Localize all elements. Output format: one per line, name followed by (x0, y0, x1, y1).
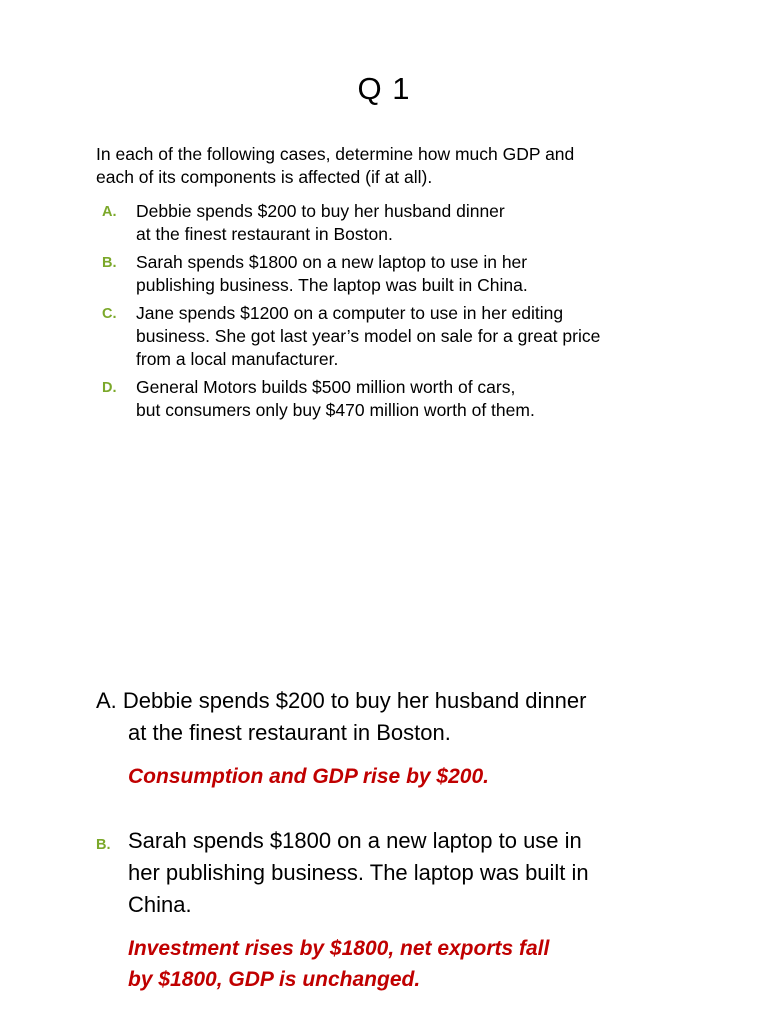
case-letter: D. (102, 380, 117, 396)
case-text (136, 200, 696, 246)
case-line: but consumers only buy $470 million worth of them. (136, 400, 535, 420)
case-text (136, 251, 696, 297)
answer-case-line: A. Debbie spends $200 to buy her husband dinner (96, 688, 587, 713)
case-line: at the finest restaurant in Boston. (136, 224, 393, 244)
case-item-d (0, 376, 768, 422)
case-text (136, 302, 696, 371)
case-letter: B. (96, 837, 111, 853)
question-intro (96, 143, 676, 189)
intro-line: In each of the following cases, determine how much GDP and (96, 144, 575, 164)
case-line: from a local manufacturer. (136, 349, 339, 369)
case-letter: A. (102, 204, 117, 220)
case-list (0, 200, 768, 427)
answer-text: Consumption and GDP rise by $200. (128, 765, 489, 788)
slide-title: Q 1 (357, 71, 411, 106)
case-letter: C. (102, 306, 117, 322)
answer-case-line: at the finest restaurant in Boston. (128, 720, 451, 745)
answer-block-b (96, 825, 736, 995)
case-line: business. She got last year’s model on sale for a great price (136, 326, 601, 346)
answer-block-a (96, 685, 736, 792)
case-line: publishing business. The laptop was built in China. (136, 275, 528, 295)
case-item-b (0, 251, 768, 297)
intro-line: each of its components is affected (if at all). (96, 167, 433, 187)
case-line: Debbie spends $200 to buy her husband dinner (136, 201, 505, 221)
case-line: General Motors builds $500 million worth of cars, (136, 377, 516, 397)
case-item-a (0, 200, 768, 246)
case-text (136, 376, 696, 422)
answer-text: Investment rises by $1800, net exports fall (128, 937, 550, 960)
answer-case-line: China. (128, 892, 192, 917)
case-item-c (0, 302, 768, 371)
answer-case-line: her publishing business. The laptop was built in (128, 860, 589, 885)
answer-case-line: Sarah spends $1800 on a new laptop to use in (128, 828, 582, 853)
slide-answers (0, 660, 768, 1024)
answer-text: by $1800, GDP is unchanged. (128, 968, 421, 991)
case-line: Sarah spends $1800 on a new laptop to use in her (136, 252, 528, 272)
case-letter: B. (102, 255, 117, 271)
case-line: Jane spends $1200 on a computer to use in her editing (136, 303, 564, 323)
